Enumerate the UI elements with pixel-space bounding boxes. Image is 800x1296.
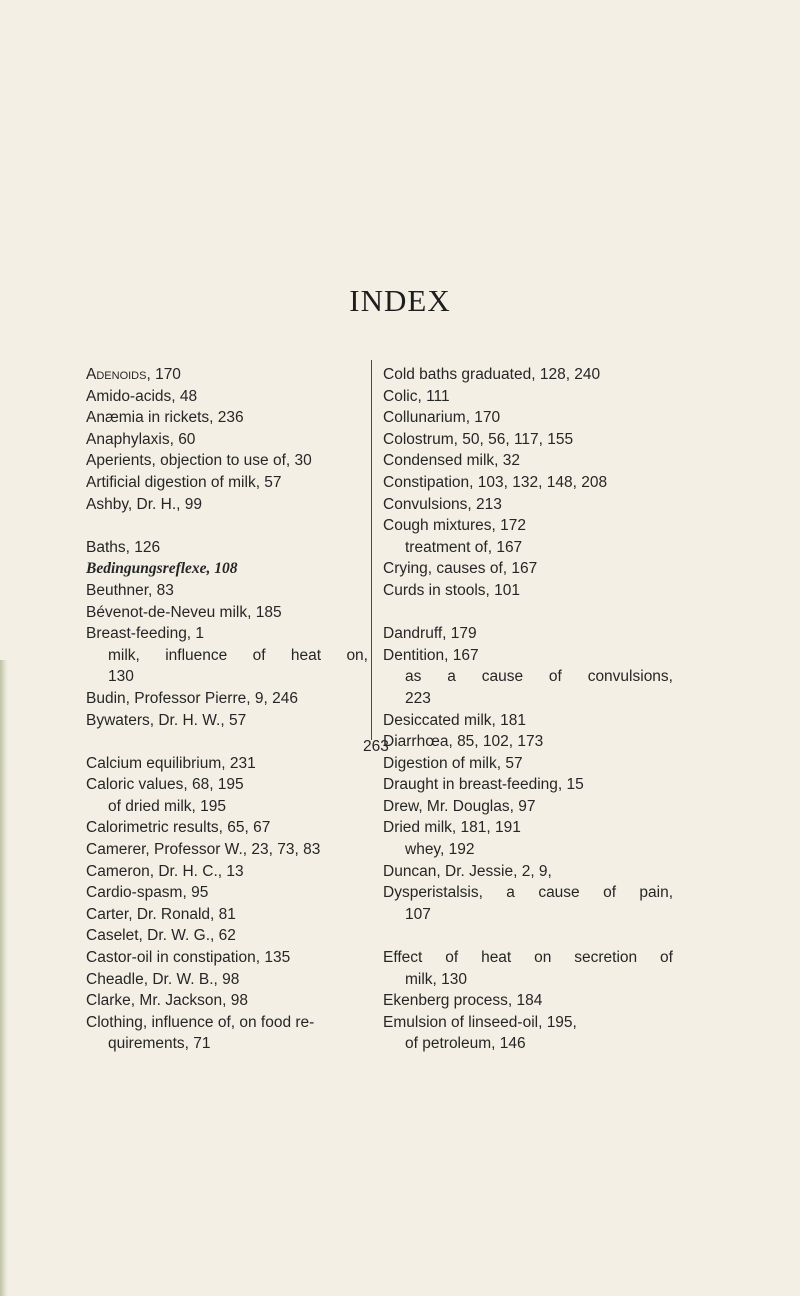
index-entry: Artificial digestion of milk, 57 (86, 473, 282, 491)
index-entry: Condensed milk, 32 (383, 452, 520, 470)
group-separator (383, 925, 673, 947)
index-entry: Dentition, 167 (383, 646, 479, 664)
index-entry: Bywaters, Dr. H. W., 57 (86, 711, 247, 729)
index-entry: Budin, Professor Pierre, 9, 246 (86, 689, 298, 707)
index-entry: Amido-acids, 48 (86, 387, 198, 405)
index-entry: Anæmia in rickets, 236 (86, 409, 244, 427)
index-entry: Calorimetric results, 65, 67 (86, 819, 271, 837)
group-separator (383, 602, 673, 624)
index-entry: Clarke, Mr. Jackson, 98 (86, 992, 248, 1010)
index-entry: 107 (405, 905, 431, 923)
index-entry: Crying, causes of, 167 (383, 560, 538, 578)
index-entry: treatment of, 167 (405, 538, 523, 556)
index-entry: Cold baths graduated, 128, 240 (383, 366, 601, 383)
index-entry: Ekenberg process, 184 (383, 992, 543, 1010)
index-entry: 130 (108, 668, 134, 686)
index-entry: Cough mixtures, 172 (383, 517, 527, 535)
group-separator (86, 515, 368, 537)
index-entry: Duncan, Dr. Jessie, 2, 9, (383, 862, 552, 880)
index-entry: as a cause of convulsions, (405, 668, 673, 686)
index-entry: Clothing, influence of, on food re- (86, 1013, 315, 1031)
index-entry: Draught in breast-feeding, 15 (383, 776, 584, 794)
index-entry: Emulsion of linseed-oil, 195, (383, 1013, 577, 1031)
index-entry: of dried milk, 195 (108, 797, 227, 815)
index-entry: Convulsions, 213 (383, 495, 502, 513)
index-entry: whey, 192 (405, 841, 475, 859)
index-entry: of petroleum, 146 (405, 1035, 526, 1053)
group-separator (86, 731, 368, 753)
index-entry: Colostrum, 50, 56, 117, 155 (383, 430, 574, 448)
index-entry: Colic, 111 (383, 387, 450, 405)
index-entry: Dandruff, 179 (383, 625, 477, 643)
index-column-right (383, 364, 673, 1055)
index-entry: Beuthner, 83 (86, 581, 174, 599)
index-entry: Collunarium, 170 (383, 409, 501, 427)
index-entry: Baths, 126 (86, 538, 161, 556)
index-entry: Constipation, 103, 132, 148, 208 (383, 473, 608, 491)
index-entry: Castor-oil in constipation, 135 (86, 949, 291, 967)
index-entry: Diarrhœa, 85, 102, 173 (383, 733, 544, 751)
index-entry: Bévenot-de-Neveu milk, 185 (86, 603, 282, 621)
index-entry: Ashby, Dr. H., 99 (86, 495, 203, 513)
index-entry: Curds in stools, 101 (383, 581, 520, 599)
index-entry: Desiccated milk, 181 (383, 711, 527, 729)
index-entry: Dried milk, 181, 191 (383, 819, 521, 837)
index-entry: Dysperistalsis, a cause of pain, (383, 884, 673, 902)
index-entry: Breast-feeding, 1 (86, 625, 205, 643)
index-entry: Caloric values, 68, 195 (86, 776, 244, 794)
index-column-left (86, 364, 368, 1055)
index-entry: Aperients, objection to use of, 30 (86, 452, 312, 470)
index-entry: milk, influence of heat on, (108, 646, 368, 664)
index-entry: Camerer, Professor W., 23, 73, 83 (86, 841, 321, 859)
index-entry: 223 (405, 689, 431, 707)
index-entry: quirements, 71 (108, 1035, 211, 1053)
page-edge-shadow (0, 660, 8, 1296)
index-entry: Carter, Dr. Ronald, 81 (86, 905, 236, 923)
index-entry: Cheadle, Dr. W. B., 98 (86, 970, 240, 988)
column-divider (371, 360, 372, 740)
index-entry: Cardio-spasm, 95 (86, 884, 209, 902)
index-entry: Digestion of milk, 57 (383, 754, 523, 772)
index-entry: Cameron, Dr. H. C., 13 (86, 862, 244, 880)
index-entry: Caselet, Dr. W. G., 62 (86, 927, 236, 945)
page-title: INDEX (349, 283, 451, 318)
index-entry: Bedingungsreflexe, 108 (86, 560, 238, 578)
index-entry: Adenoids, 170 (86, 366, 181, 383)
page-number: 263 (363, 738, 389, 755)
index-entry: Calcium equilibrium, 231 (86, 754, 256, 772)
index-entry: Drew, Mr. Douglas, 97 (383, 797, 536, 815)
index-entry: milk, 130 (405, 970, 468, 988)
index-entry: Anaphylaxis, 60 (86, 430, 196, 448)
index-entry: Effect of heat on secretion of (383, 949, 673, 967)
